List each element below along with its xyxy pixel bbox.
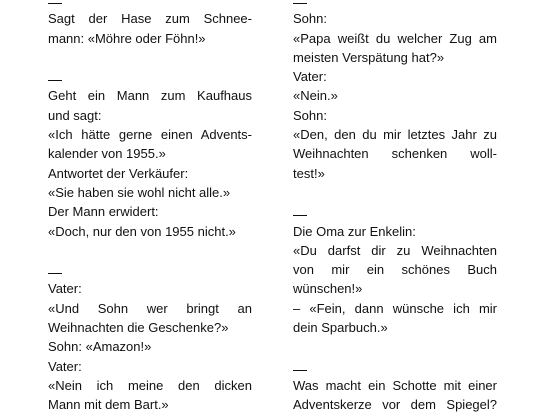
- separator-dash: [48, 0, 62, 9]
- right-column: [293, 0, 497, 415]
- text-line: «Sie haben sie wohl nicht alle.»: [48, 184, 231, 200]
- separator-dash: [48, 260, 62, 279]
- separator-dash: [48, 67, 62, 86]
- text-line: – «Fein, dann wünsche ich mir: [293, 300, 497, 316]
- text-line: kalender von 1955.»: [48, 146, 166, 162]
- text-line: «Papa weißt du welcher Zug am: [293, 30, 497, 46]
- text-line: Vater:: [293, 69, 327, 85]
- text-line: mann: «Möhre oder Föhn!»: [48, 30, 206, 46]
- separator-dash: [293, 357, 307, 376]
- text-line: Der Mann erwidert:: [48, 204, 159, 220]
- text-line: Geht ein Mann zum Kaufhaus: [48, 88, 252, 104]
- text-line: Weihnachten die Geschenke?»: [48, 320, 229, 336]
- text-line: test!»: [293, 165, 325, 181]
- text-line: Adventskerze vor dem Spiegel?: [293, 397, 497, 413]
- text-line: Antwortet der Verkäufer:: [48, 165, 189, 181]
- joke: [48, 260, 252, 414]
- text-line: meisten Verspätung hat?»: [293, 49, 445, 65]
- text-line: «Doch, nur den von 1955 nicht.»: [48, 223, 236, 239]
- text-line: «Du darfst dir zu Weihnachten: [293, 242, 497, 258]
- text-line: Sohn: «Amazon!»: [48, 339, 152, 355]
- text-line: Sohn:: [293, 11, 327, 27]
- joke: [293, 0, 497, 183]
- separator-dash: [293, 202, 307, 221]
- left-column: [48, 0, 252, 415]
- joke: [48, 0, 252, 48]
- text-line: «Ich hätte gerne einen Advents-: [48, 127, 252, 143]
- text-line: Weihnachten schenken woll-: [293, 146, 497, 162]
- joke: [48, 67, 252, 241]
- text-line: Vater:: [48, 358, 82, 374]
- text-line: «Nein.»: [293, 88, 338, 104]
- text-line: «Nein ich meine den dicken: [48, 377, 252, 393]
- text-line: «Und Sohn wer bringt an: [48, 300, 252, 316]
- text-line: Mann mit dem Bart.»: [48, 397, 169, 413]
- text-line: und sagt:: [48, 107, 102, 123]
- separator-dash: [293, 0, 307, 9]
- text-line: Sohn:: [293, 107, 327, 123]
- text-line: von mir ein schönes Buch: [293, 262, 497, 278]
- text-line: Die Oma zur Enkelin:: [293, 223, 416, 239]
- text-line: wünschen!»: [293, 281, 363, 297]
- text-line: «Den, den du mir letztes Jahr zu: [293, 127, 497, 143]
- joke: [293, 202, 497, 337]
- text-line: Vater:: [48, 281, 82, 297]
- text-line: Was macht ein Schotte mit einer: [293, 377, 497, 393]
- text-line: dein Sparbuch.»: [293, 320, 388, 336]
- text-line: Sagt der Hase zum Schnee-: [48, 11, 252, 27]
